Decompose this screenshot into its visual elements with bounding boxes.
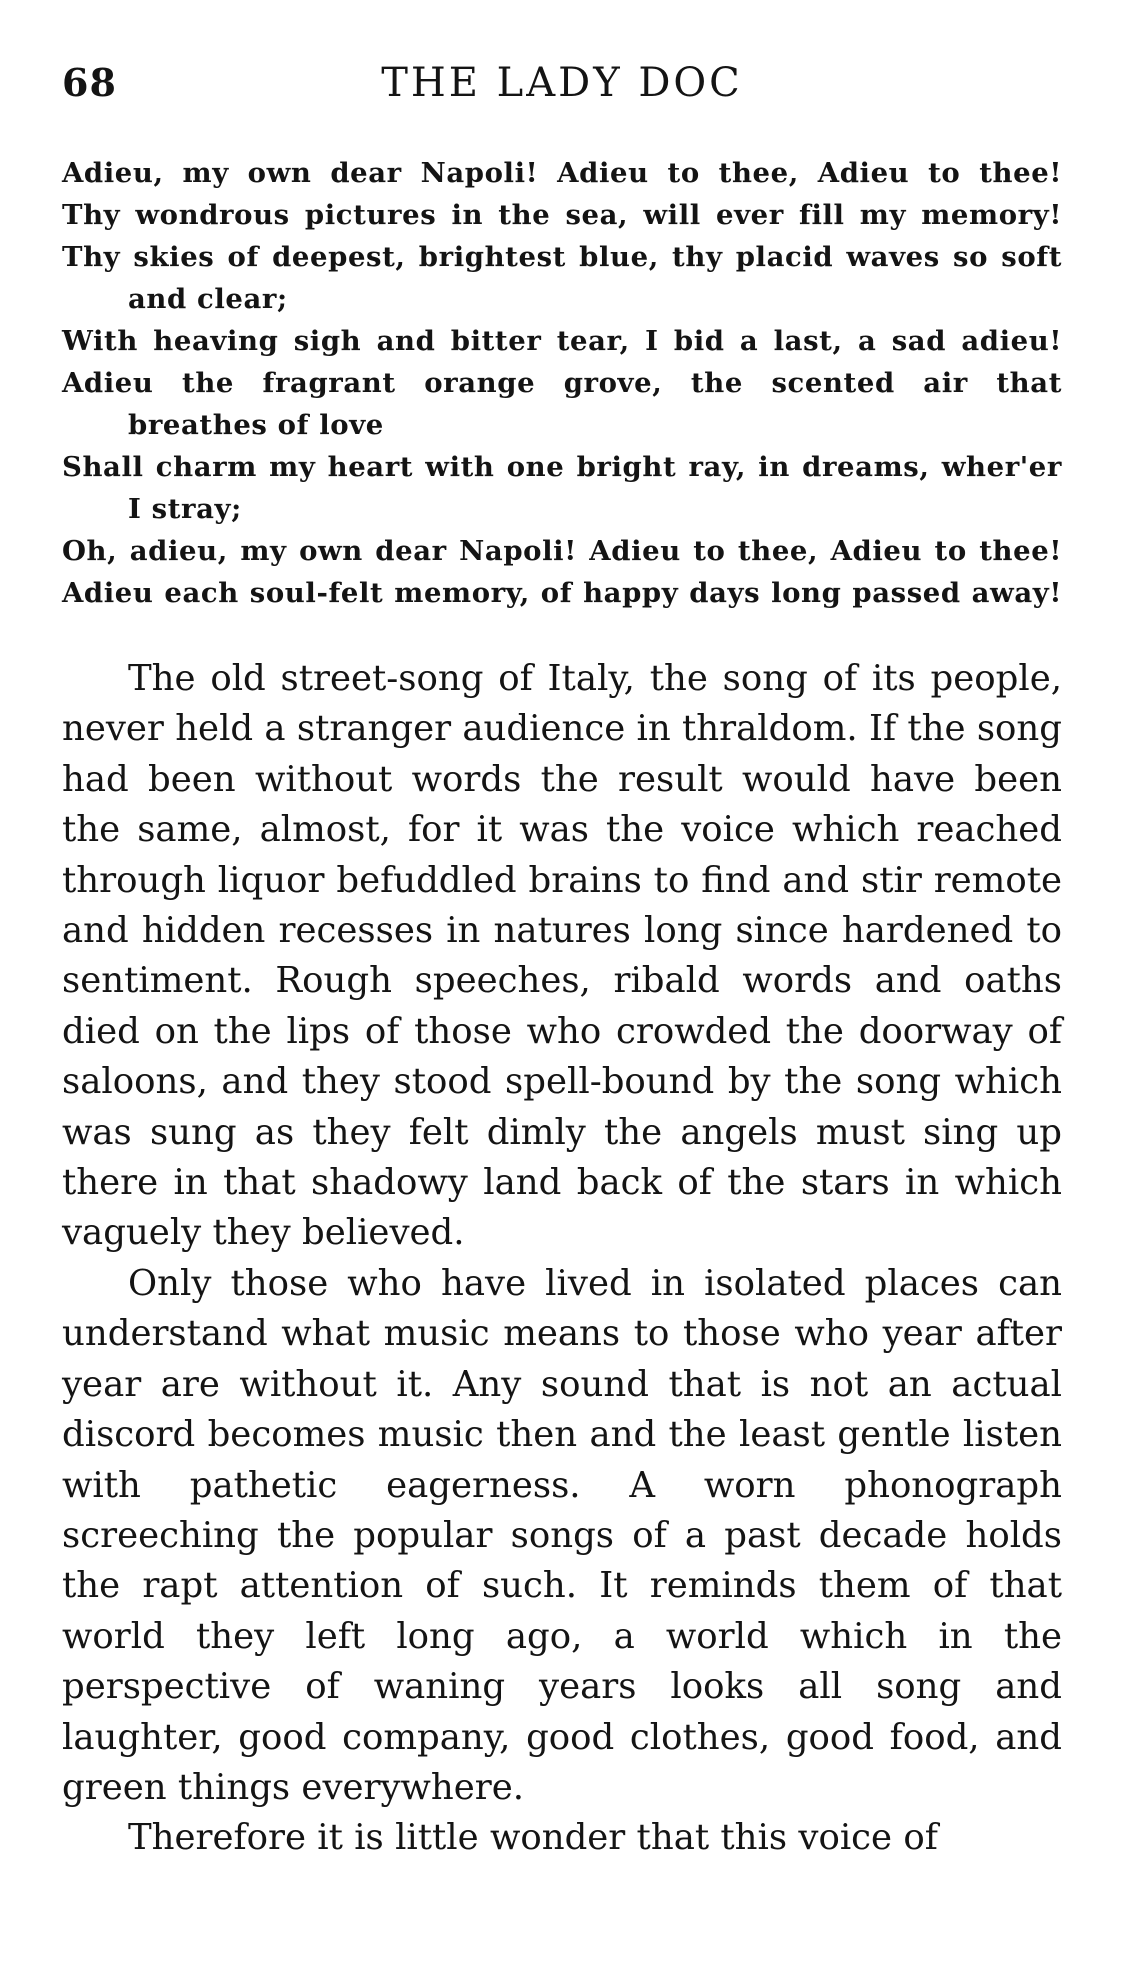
verse-line: Thy wondrous pictures in the sea, will ever fill my memory! [62, 199, 1062, 231]
page-header [62, 56, 1062, 116]
verse-line: Shall charm my heart with one bright ray, in dreams, wher'er I stray; [62, 451, 1062, 525]
song-verse [62, 152, 1062, 614]
verse-line: Adieu, my own dear Napoli! Adieu to thee, Adieu to thee! [62, 157, 1062, 189]
verse-line: Adieu the fragrant orange grove, the scented air that breathes of love [62, 367, 1062, 441]
running-title: THE LADY DOC [381, 60, 743, 106]
paragraph: Only those who have lived in isolated places can understand what music means to those who year after year are without it. Any sound that is not an actual discord becomes music then and the least gentle listen with pathetic eagerness. A worn phonograph screeching the popular songs of a past decade holds the rapt attention of such. It reminds them of that world they left long ago, a world which in the perspective of waning years looks all song and laughter, good company, good clothes, good food, and green things everywhere. [62, 1262, 1062, 1808]
verse-line: With heaving sigh and bitter tear, I bid a last, a sad adieu! [62, 325, 1062, 357]
book-page [62, 56, 1062, 1864]
verse-line: Adieu each soul-felt memory, of happy days long passed away! [62, 577, 1062, 609]
paragraph: The old street-song of Italy, the song of its people, never held a stranger audience in thraldom. If the song had been without words the result would have been the same, almost, for it was the voice which reached through liquor befuddled brains to find and stir remote and hidden recesses in natures long since hardened to sentiment. Rough speeches, ribald words and oaths died on the lips of those who crowded the doorway of saloons, and they stood spell-bound by the song which was sung as they felt dimly the angels must sing up there in that shadowy land back of the stars in which vaguely they believed. [62, 658, 1062, 1254]
verse-line: Oh, adieu, my own dear Napoli! Adieu to thee, Adieu to thee! [62, 535, 1062, 567]
paragraph: Therefore it is little wonder that this voice of [128, 1817, 938, 1859]
verse-line: Thy skies of deepest, brightest blue, thy placid waves so soft and clear; [62, 241, 1062, 315]
page-number: 68 [62, 60, 117, 105]
body-text [62, 654, 1062, 1864]
